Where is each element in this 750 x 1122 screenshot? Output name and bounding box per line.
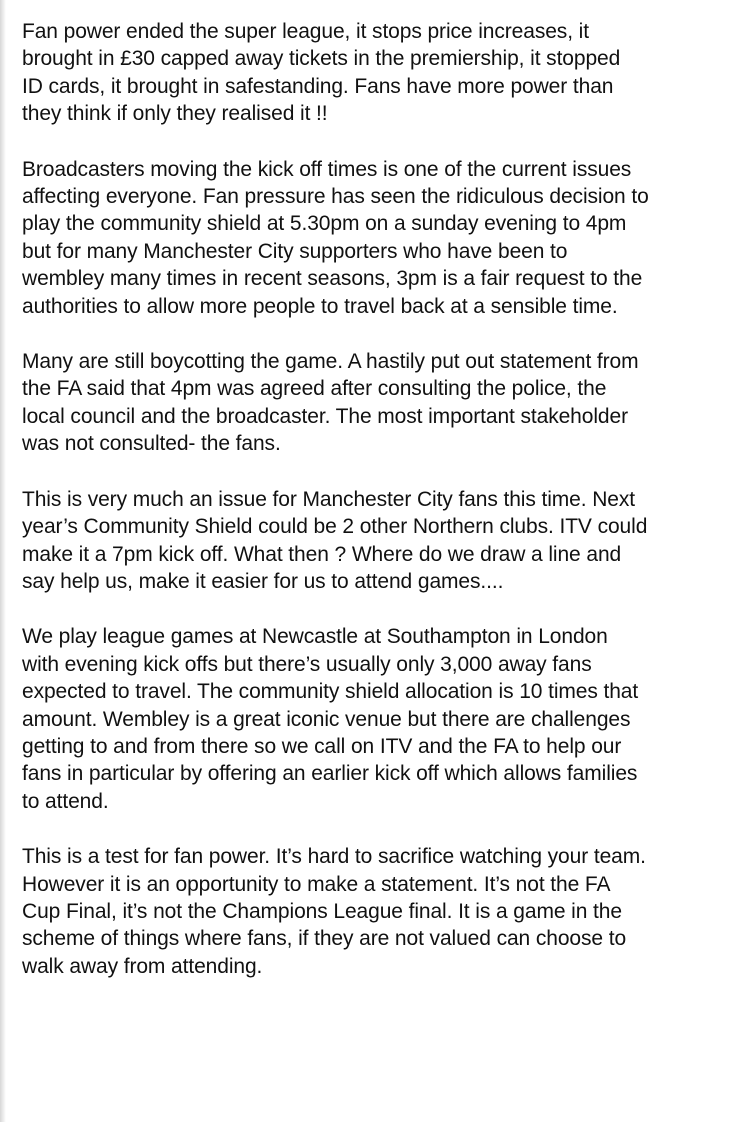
text-line: getting to and from there so we call on ITV and the FA to help our — [22, 734, 622, 758]
paragraph-2 — [22, 156, 746, 320]
text-line: We play league games at Newcastle at Southampton in London — [22, 625, 608, 649]
text-line: brought in £30 capped away tickets in the premiership, it stopped — [22, 47, 621, 71]
paragraph-1 — [22, 18, 746, 128]
text-line: Fan power ended the super league, it stops price increases, it — [22, 20, 589, 43]
text-line: but for many Manchester City supporters who have been to — [22, 239, 568, 263]
text-line: amount. Wembley is a great iconic venue but there are challenges — [22, 707, 631, 731]
text-line: authorities to allow more people to travel back at a sensible time. — [22, 294, 618, 318]
text-line: ID cards, it brought in safestanding. Fans have more power than — [22, 74, 614, 98]
text-line: expected to travel. The community shield allocation is 10 times that — [22, 680, 639, 704]
paragraph-5 — [22, 623, 746, 815]
text-line: with evening kick offs but there’s usually only 3,000 away fans — [22, 652, 592, 676]
text-line: play the community shield at 5.30pm on a sunday evening to 4pm — [22, 212, 627, 236]
text-line: This is a test for fan power. It’s hard to sacrifice watching your team. — [22, 845, 646, 869]
text-line: was not consulted- the fans. — [22, 432, 281, 456]
paragraph-3 — [22, 348, 746, 458]
text-line: walk away from attending. — [22, 954, 263, 978]
text-line: Many are still boycotting the game. A hastily put out statement from — [22, 350, 639, 374]
text-line: make it a 7pm kick off. What then ? Where do we draw a line and — [22, 542, 622, 566]
text-line: scheme of things where fans, if they are not valued can choose to — [22, 927, 627, 951]
left-margin-rule — [0, 0, 6, 1122]
text-line: year’s Community Shield could be 2 other Northern clubs. ITV could — [22, 515, 648, 539]
text-line: to attend. — [22, 789, 109, 813]
paragraph-6 — [22, 843, 746, 980]
text-line: the FA said that 4pm was agreed after consulting the police, the — [22, 377, 607, 401]
text-line: fans in particular by offering an earlier kick off which allows families — [22, 762, 638, 786]
text-line: they think if only they realised it !! — [22, 102, 328, 126]
text-line: wembley many times in recent seasons, 3pm is a fair request to the — [22, 267, 643, 291]
text-line: Cup Final, it’s not the Champions League final. It is a game in the — [22, 899, 622, 923]
paragraph-4 — [22, 486, 746, 596]
note-body — [22, 18, 746, 1008]
text-line: This is very much an issue for Manchester City fans this time. Next — [22, 487, 636, 511]
text-line: However it is an opportunity to make a statement. It’s not the FA — [22, 872, 611, 896]
text-line: local council and the broadcaster. The most important stakeholder — [22, 404, 628, 428]
text-line: Broadcasters moving the kick off times is one of the current issues — [22, 157, 632, 181]
text-line: say help us, make it easier for us to attend games.... — [22, 569, 504, 593]
text-line: affecting everyone. Fan pressure has seen the ridiculous decision to — [22, 185, 649, 209]
